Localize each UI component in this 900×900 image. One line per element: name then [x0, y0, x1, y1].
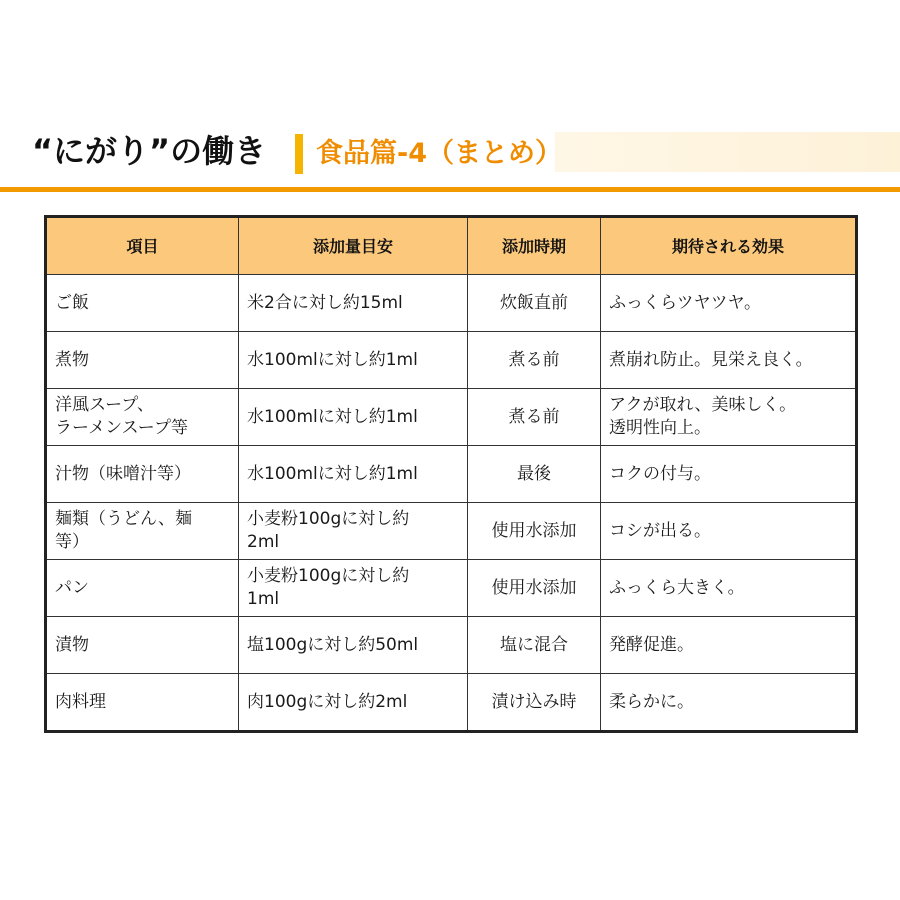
cell-item: パン — [46, 560, 239, 617]
cell-timing: 漬け込み時 — [468, 674, 601, 732]
cell-effect: コクの付与。 — [601, 446, 857, 503]
cell-amount: 水100mlに対し約1ml — [239, 446, 468, 503]
cell-timing: 炊飯直前 — [468, 275, 601, 332]
cell-amount: 小麦粉100gに対し約 1ml — [239, 560, 468, 617]
table-row — [46, 617, 857, 674]
cell-item: 漬物 — [46, 617, 239, 674]
cell-item: 肉料理 — [46, 674, 239, 732]
cell-item: 洋風スープ、 ラーメンスープ等 — [46, 389, 239, 446]
cell-timing: 最後 — [468, 446, 601, 503]
cell-effect: ふっくらツヤツヤ。 — [601, 275, 857, 332]
cell-amount: 水100mlに対し約1ml — [239, 332, 468, 389]
table-row — [46, 389, 857, 446]
header-rule — [0, 187, 900, 192]
header-effect: 期待される効果 — [601, 217, 857, 275]
cell-amount: 小麦粉100gに対し約 2ml — [239, 503, 468, 560]
cell-amount: 米2合に対し約15ml — [239, 275, 468, 332]
header-item: 項目 — [46, 217, 239, 275]
cell-item: 麺類（うどん、麺 等） — [46, 503, 239, 560]
title-band — [555, 132, 900, 172]
table-row — [46, 560, 857, 617]
table-row — [46, 503, 857, 560]
header-amount: 添加量目安 — [239, 217, 468, 275]
cell-effect: 煮崩れ防止。見栄え良く。 — [601, 332, 857, 389]
page-subtitle: 食品篇-4（まとめ） — [316, 138, 562, 169]
table-row — [46, 275, 857, 332]
table-row — [46, 674, 857, 732]
cell-timing: 塩に混合 — [468, 617, 601, 674]
cell-effect: ふっくら大きく。 — [601, 560, 857, 617]
cell-effect: 柔らかに。 — [601, 674, 857, 732]
table-row — [46, 332, 857, 389]
cell-timing: 使用水添加 — [468, 503, 601, 560]
cell-effect: コシが出る。 — [601, 503, 857, 560]
cell-timing: 使用水添加 — [468, 560, 601, 617]
cell-timing: 煮る前 — [468, 389, 601, 446]
table-header-row — [46, 217, 857, 275]
table-row — [46, 446, 857, 503]
cell-item: ご飯 — [46, 275, 239, 332]
cell-amount: 水100mlに対し約1ml — [239, 389, 468, 446]
page-title: “にがり”の働き — [32, 132, 267, 170]
cell-amount: 塩100gに対し約50ml — [239, 617, 468, 674]
cell-effect: アクが取れ、美味しく。 透明性向上。 — [601, 389, 857, 446]
summary-table — [44, 215, 858, 733]
cell-item: 煮物 — [46, 332, 239, 389]
cell-timing: 煮る前 — [468, 332, 601, 389]
header-timing: 添加時期 — [468, 217, 601, 275]
cell-item: 汁物（味噌汁等） — [46, 446, 239, 503]
cell-amount: 肉100gに対し約2ml — [239, 674, 468, 732]
title-accent-bar — [295, 134, 303, 174]
cell-effect: 発酵促進。 — [601, 617, 857, 674]
